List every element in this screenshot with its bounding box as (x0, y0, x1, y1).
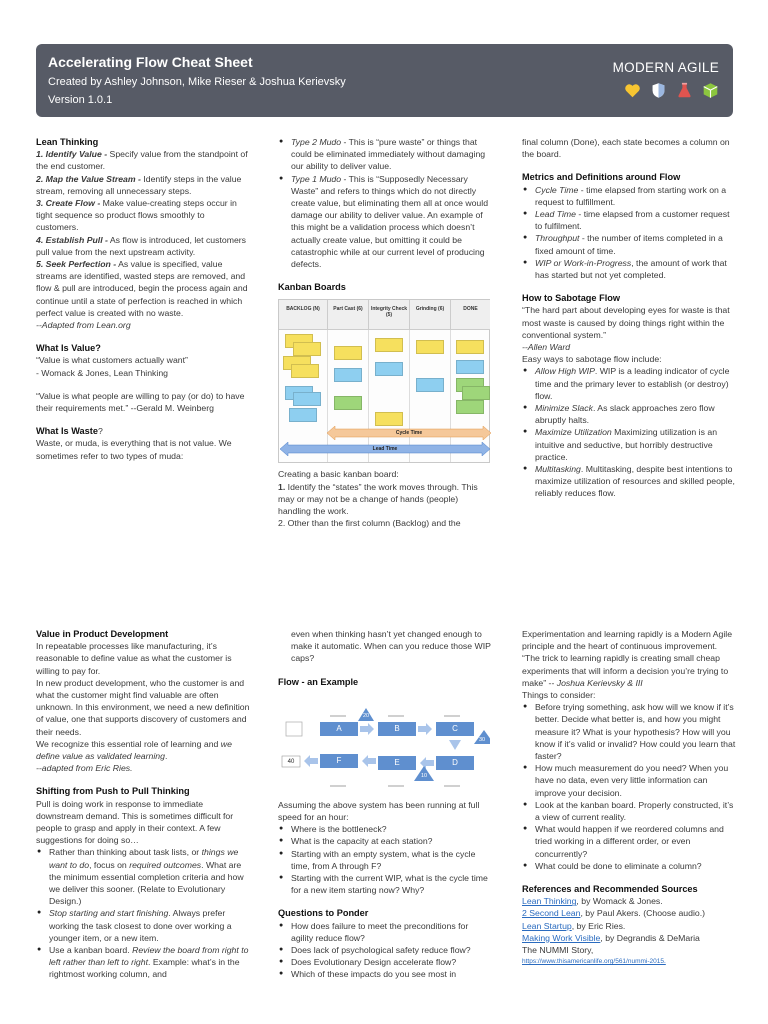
heart-icon (624, 82, 641, 99)
kanban-step-2: 2. Other than the first column (Backlog) and the (278, 518, 461, 529)
flow-arrow (418, 723, 432, 735)
flow-node-c-label: C (452, 723, 458, 733)
push-pull-bullet-1: ● Rather than thinking about task lists, or things we want to do, focus on required outcomes. What are the minimum essential completion criteria and how we deliver this sooner. (Relate to Evolutionary Design.) (36, 846, 250, 907)
kanban-card (293, 342, 321, 356)
sabotage-quote-source: --Allen Ward (522, 342, 571, 353)
kanban-card (334, 346, 362, 360)
flow-example-heading: Flow - an Example (278, 676, 359, 687)
vpd-paragraph-3: We recognize this essential role of learning and we define value as validated learning. (36, 738, 232, 762)
flow-question: ● What is the capacity at each station? (278, 835, 492, 847)
reference-item: Making Work Visible, by Degrandis & DeMaria (522, 932, 700, 943)
kanban-col-integrity: Integrity Check (5) (369, 300, 410, 330)
kanban-card (416, 340, 444, 354)
lean-thinking-heading: Lean Thinking (36, 137, 99, 147)
metric-cycle-time: ● Cycle Time - time elapsed from starting work on a request to fulfillment. (522, 184, 736, 208)
flow-arrow (304, 755, 318, 767)
push-pull-bullet-2: ● Stop starting and start finishing. Always prefer working the task closest to done over working a younger item, or a new item. (36, 907, 250, 944)
flow-node-d-label: D (452, 757, 458, 767)
column-muda-kanban (278, 136, 492, 529)
kanban-board-image (278, 299, 490, 463)
kanban-intro: Creating a basic kanban board: (278, 469, 399, 480)
metrics-heading: Metrics and Definitions around Flow (522, 172, 681, 183)
lean-step-4: 4. Establish Pull - As flow is introduced, let customers pull value from the next upstream activity. (36, 234, 247, 257)
muda-type-2: ● Type 2 Mudo - This is “pure waste” or things that could be eliminated immediately without damaging our ability to deliver value. (278, 136, 492, 173)
column-lean-thinking (36, 136, 248, 462)
flow-arrow (420, 757, 434, 769)
kanban-card (456, 340, 484, 354)
consider-bullet: ● Look at the kanban board. Properly constructed, it’s a view of current reality. (522, 799, 736, 823)
flow-question: ● Starting with the current WIP, what is the cycle time for a new item starting now? Why? (278, 872, 492, 896)
version-line: Version 1.0.1 (48, 94, 113, 106)
flow-question: ● Where is the bottleneck? (278, 823, 492, 835)
kanban-card (375, 338, 403, 352)
ponder-question: ● Does Evolutionary Design accelerate flow? (278, 956, 492, 968)
push-pull-bullet-3: ● Use a kanban board. Review the board from right to left rather than left to right. Example: what’s in the rightmost working column, and (36, 944, 250, 981)
sabotage-high-wip: ● Allow High WIP. WIP is a leading indicator of cycle time and the primary lever to establish (or destroy) flow. (522, 365, 736, 402)
value-quote-1-source: - Womack & Jones, Lean Thinking (36, 367, 168, 378)
flow-question: ● Starting with an empty system, what is the cycle time, from A through F? (278, 848, 492, 872)
ponder-question: ● How does failure to meet the preconditions for agility reduce flow? (278, 920, 492, 944)
kanban-card (291, 364, 319, 378)
kanban-col-grinding: Grinding (6) (410, 300, 451, 330)
flow-input-box (286, 722, 302, 736)
metric-lead-time: ● Lead Time - time elapsed from a customer request to fulfilment. (522, 208, 736, 232)
header-banner (36, 44, 733, 117)
kanban-heading: Kanban Boards (278, 282, 346, 293)
value-quote-1: “Value is what customers actually want” (36, 355, 188, 366)
consider-bullet: ● Before trying something, ask how will we know if it’s better. Decide what better is, and how you might measure it? What is your hypothesis? How will you know if it’s valid or invalid? How could you learn that faster? (522, 701, 736, 762)
kanban-card (375, 412, 403, 426)
reference-link-lean-startup[interactable]: Lean Startup (522, 920, 572, 931)
consider-bullet: ● How much measurement do you need? When you have no data, even very little information can improve your decision. (522, 762, 736, 799)
lean-step-5: 5. Seek Perfection - As value is specified, value streams are identified, wasted steps are removed, and flow & pull are introduced, begin the process again and continue until a state of perfection is reached in which perfect value is created with no waste. (36, 259, 248, 318)
authors-line: Created by Ashley Johnson, Mike Rieser & Joshua Kerievsky (48, 76, 346, 88)
flow-arrow (362, 755, 376, 767)
lean-step-2: 2. Map the Value Stream - Identify steps in the value stream, removing all unnecessary steps. (36, 173, 242, 196)
kanban-card (334, 396, 362, 410)
column-experimentation-refs (522, 628, 736, 968)
reference-item: Lean Thinking, by Womack & Jones. (522, 896, 663, 907)
flow-arrow (449, 740, 461, 750)
consider-bullet: ● What would happen if we reordered columns and tried working in a different order, or even concurrently? (522, 823, 736, 860)
flow-arrow (360, 723, 374, 735)
lead-time-label: Lead Time (372, 446, 398, 453)
vpd-heading: Value in Product Development (36, 629, 169, 639)
sabotage-multitasking: ● Multitasking. Multitasking, despite best intentions to maximize utilization of resources and skilled people, reliably reduces flow. (522, 463, 736, 500)
kanban-card (293, 392, 321, 406)
consider-bullet: ● What could be done to eliminate a column? (522, 860, 736, 872)
lean-step-1: 1. Identify Value - Specify value from the standpoint of the end customer. (36, 149, 248, 172)
kanban-card (462, 386, 490, 400)
ponder-heading: Questions to Ponder (278, 908, 369, 919)
lean-source: --Adapted from Lean.org (36, 320, 131, 331)
sabotage-minimize-slack: ● Minimize Slack. As slack approaches zero flow abruptly halts. (522, 402, 736, 426)
kanban-card (416, 378, 444, 392)
flow-example-diagram (278, 694, 490, 794)
lean-step-3: 3. Create Flow - Make value-creating steps occur in tight sequence so product flows smoothly to customers. (36, 198, 237, 233)
page-title: Accelerating Flow Cheat Sheet (48, 54, 253, 70)
column-metrics-sabotage (522, 136, 736, 500)
experimentation-quote: “The trick to learning rapidly is creating small cheap experiments that will inform a decision you’re trying to make” -- Joshua Kerievsky & III (522, 653, 729, 688)
vpd-source: --adapted from Eric Ries. (36, 763, 133, 774)
waste-heading: What Is Waste? (36, 426, 103, 437)
waste-text: Waste, or muda, is everything that is not value. We sometimes refer to two types of muda: (36, 438, 232, 461)
sabotage-intro: Easy ways to sabotage flow include: (522, 354, 662, 365)
vpd-paragraph-1: In repeatable processes like manufacturing, it’s reasonable to define value as what the customer is willing to pay for. (36, 641, 232, 676)
wip-cont: even when thinking hasn’t yet changed enough to make it automatic. When can you reduce those WIP caps? (291, 629, 491, 664)
reference-nummi-url[interactable]: https://www.thisamericanlife.org/561/nummi-2015. (522, 958, 666, 966)
cube-icon (702, 82, 719, 99)
flow-node-e-label: E (394, 757, 400, 767)
kanban-step-1: 1. Identify the “states” the work moves through. This may or may not be a change of hands (people) handling the work. (278, 481, 478, 517)
kanban-card (456, 360, 484, 374)
kanban-card (456, 400, 484, 414)
reference-nummi: The NUMMI Story, (522, 945, 594, 956)
flow-queue-20: 20 (362, 712, 370, 719)
flow-output-40: 40 (287, 758, 295, 765)
sabotage-heading: How to Sabotage Flow (522, 293, 620, 304)
flow-assumption: Assuming the above system has been running at full speed for an hour: (278, 799, 480, 823)
reference-item: 2 Second Lean, by Paul Akers. (Choose audio.) (522, 908, 706, 919)
column-value-pull (36, 628, 250, 981)
reference-link-lean-thinking[interactable]: Lean Thinking (522, 896, 577, 907)
push-pull-heading: Shifting from Push to Pull Thinking (36, 786, 190, 797)
ponder-question: ● Which of these impacts do you see most in (278, 968, 492, 980)
references-heading: References and Recommended Sources (522, 884, 698, 895)
column-flow-example (278, 628, 492, 981)
reference-link-2-second-lean[interactable]: 2 Second Lean (522, 908, 581, 919)
flow-diagram-svg (278, 694, 490, 794)
kanban-col-part-cast: Part Cast (6) (328, 300, 369, 330)
value-heading: What Is Value? (36, 343, 101, 354)
brand-icons (624, 82, 719, 99)
experimentation-text: Experimentation and learning rapidly is a Modern Agile principle and the heart of continuous improvement. (522, 629, 733, 652)
kanban-step-2-cont: final column (Done), each state becomes a column on the board. (522, 137, 730, 160)
things-to-consider: Things to consider: (522, 690, 596, 701)
metric-wip: ● WIP or Work-in-Progress, the amount of work that has started but not yet completed. (522, 257, 736, 281)
kanban-col-done: DONE (451, 300, 490, 330)
reference-link-making-work-visible[interactable]: Making Work Visible (522, 932, 601, 943)
vpd-paragraph-2: In new product development, who the customer is and what the customer might find valuable are often unknown. In this environment, we need a new definition of value, one that supports discovery of customers and their needs. (36, 677, 250, 737)
flask-icon (676, 82, 693, 99)
muda-type-1: ● Type 1 Mudo - This is “Supposedly Necessary Waste” and refers to things which do not directly create value, but eliminating them all at once would damage our ability to deliver value. An example of this might be a validation process which doesn’t actually create value, but omitting it could be catastrophic while at our current level of producing defects. (278, 173, 492, 271)
kanban-card (334, 368, 362, 382)
cycle-time-label: Cycle Time (395, 430, 423, 437)
ponder-question: ● Does lack of psychological safety reduce flow? (278, 944, 492, 956)
flow-queue-10: 10 (420, 772, 428, 779)
reference-item: Lean Startup, by Eric Ries. (522, 920, 626, 931)
flow-node-f-label: F (336, 755, 342, 765)
flow-node-a-label: A (336, 723, 342, 733)
push-pull-text: Pull is doing work in response to immediate downstream demand. This is sometimes difficult for people to grasp and apply in their context. A few suggestions for doing so… (36, 798, 234, 846)
kanban-card (375, 362, 403, 376)
brand-name: MODERN AGILE (612, 60, 719, 75)
shield-icon (650, 82, 667, 99)
flow-node-b-label: B (394, 723, 400, 733)
metric-throughput: ● Throughput - the number of items completed in a fixed amount of time. (522, 232, 736, 256)
sabotage-quote: “The hard part about developing eyes for waste is that most waste is caused by doing things right within the conventional system.” (522, 305, 730, 340)
flow-queue-30: 30 (478, 736, 486, 743)
kanban-col-backlog: BACKLOG (N) (279, 300, 328, 330)
sabotage-max-utilization: ● Maximize Utilization Maximizing utilization is an intuitive and seductive, but horribly destructive practice. (522, 426, 736, 463)
kanban-card (289, 408, 317, 422)
value-quote-2: “Value is what people are willing to pay (or do) to have their requirements met.” --Gerald M. Weinberg (36, 390, 245, 414)
